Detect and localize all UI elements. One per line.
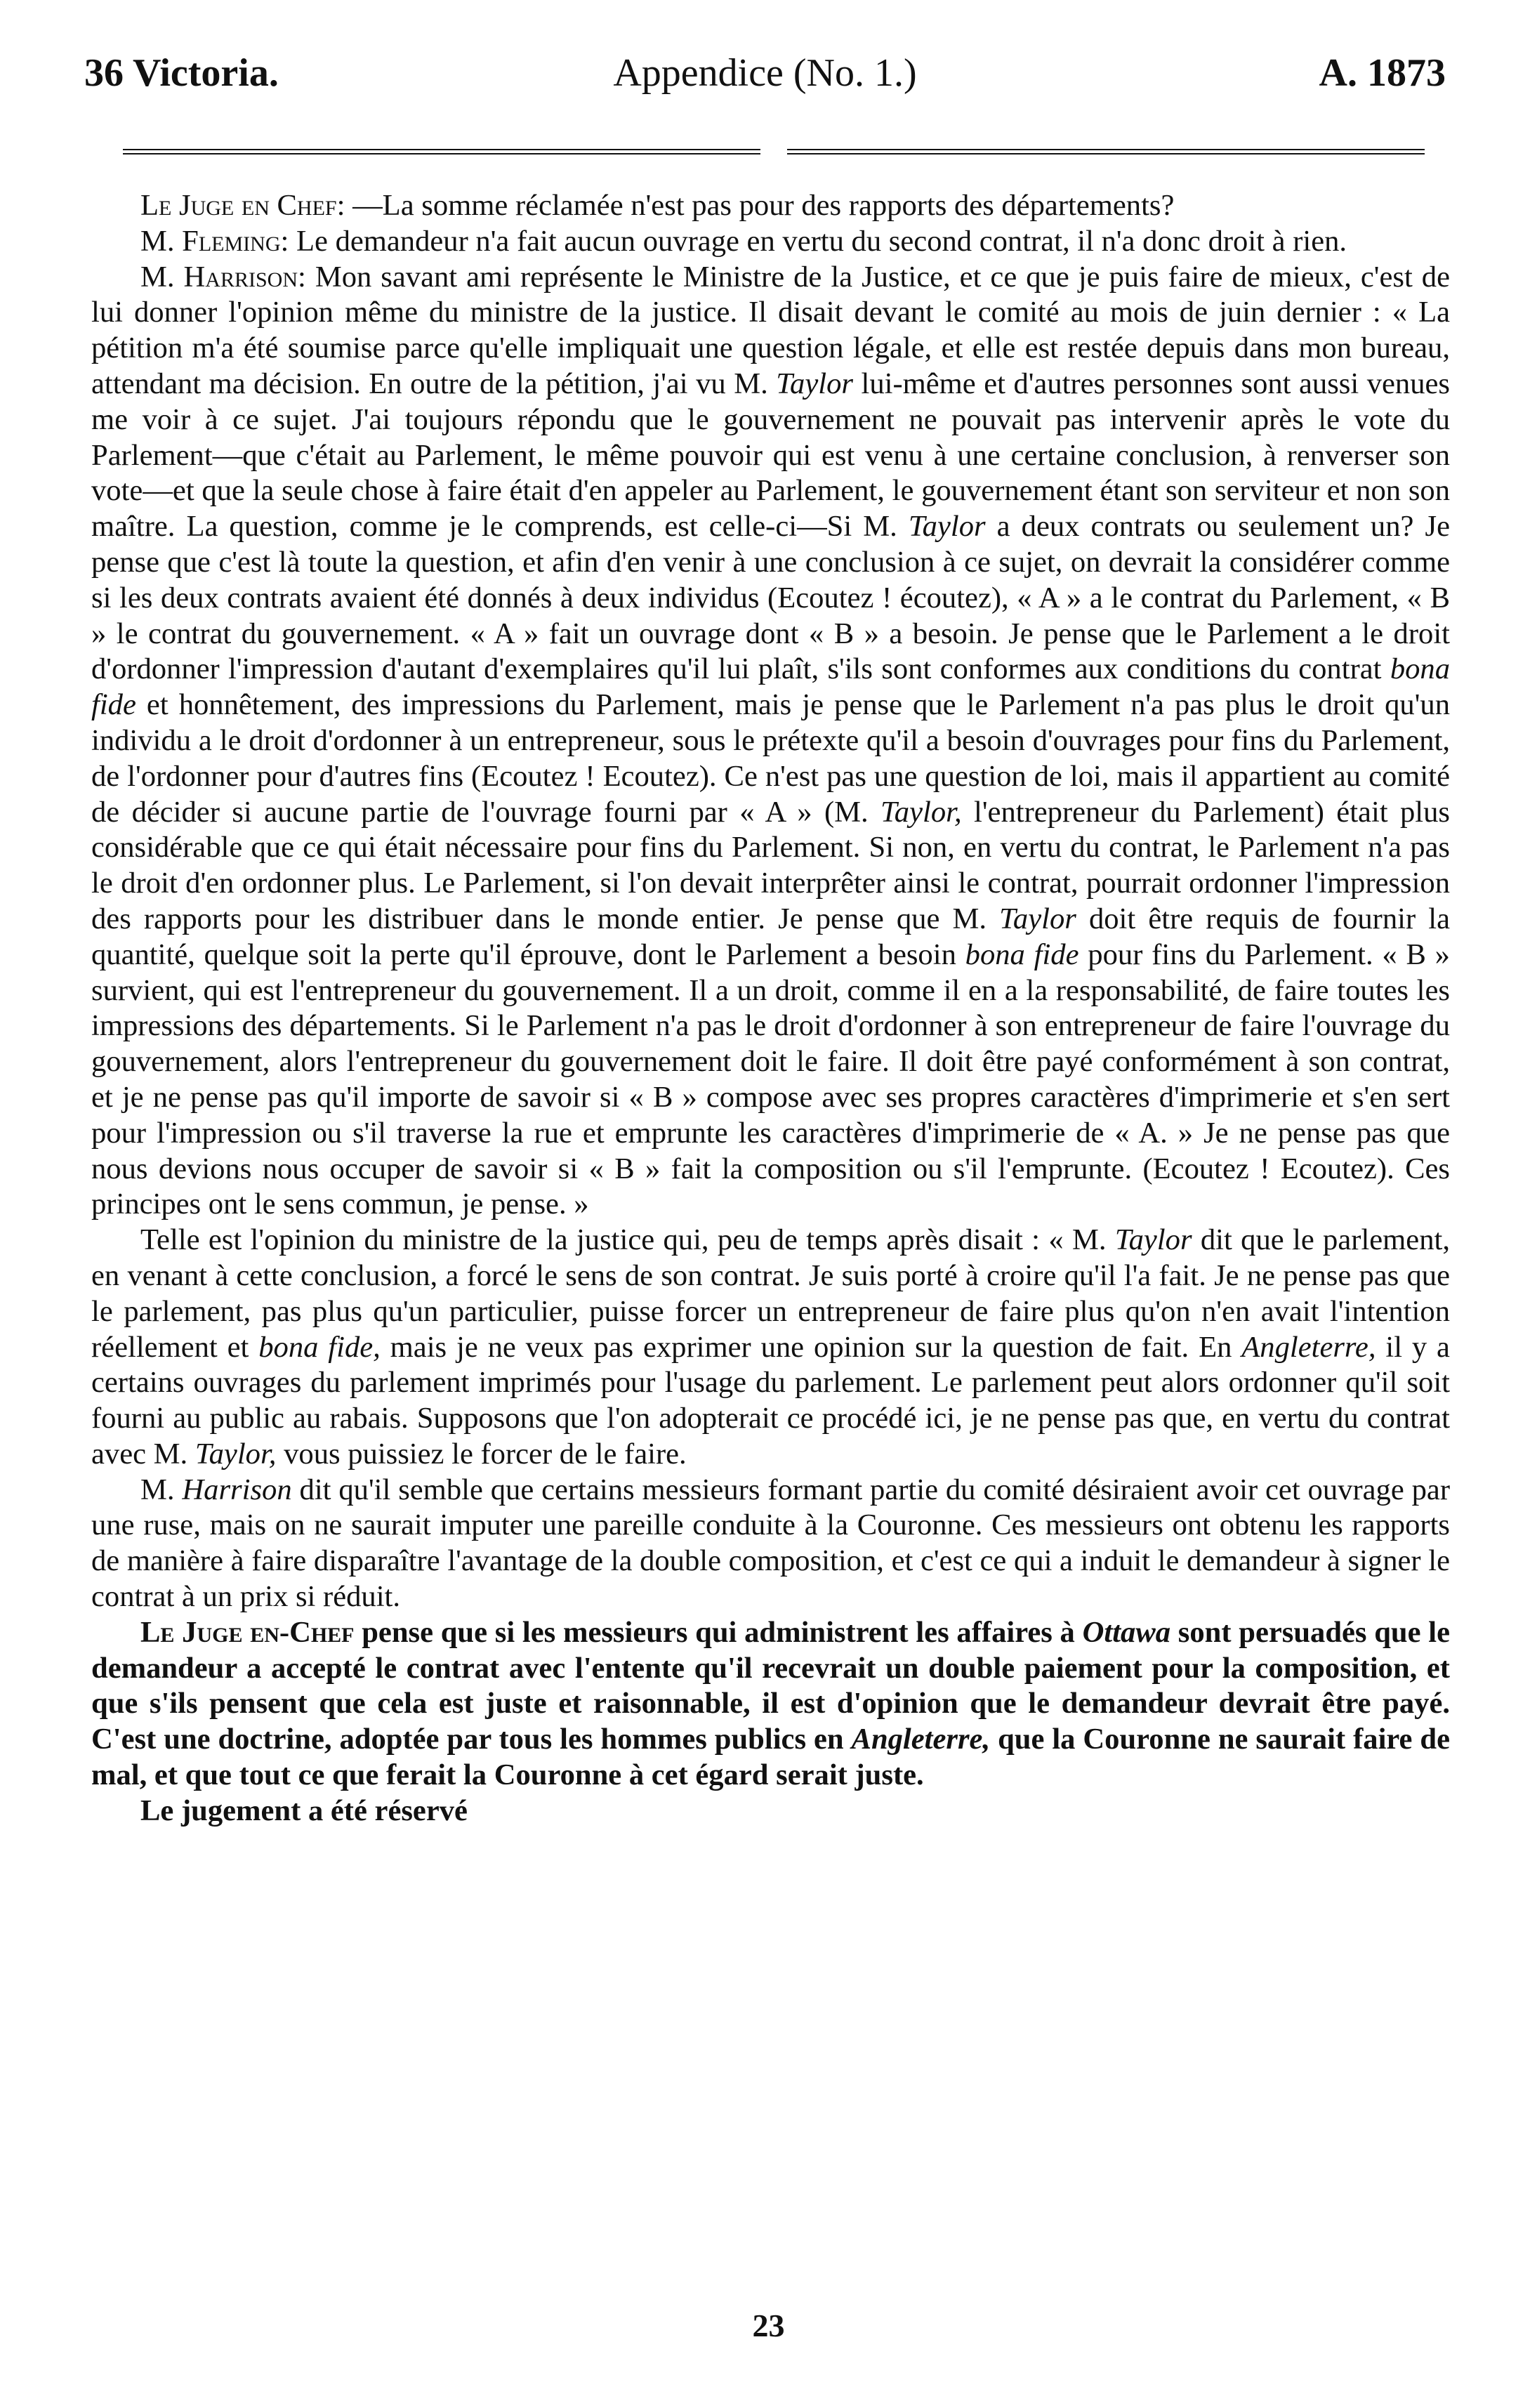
italic-text: Taylor, [194, 1437, 277, 1471]
speaker-name: Le Juge en-Chef [140, 1615, 355, 1649]
header-appendix: Appendice (No. 1.) [613, 51, 917, 95]
paragraph-text: : Le demandeur n'a fait aucun ouvrage en vertu du second contrat, il n'a donc droit à rien. [280, 224, 1347, 258]
paragraph-text: que la Couronne ne saurait faire de mal, et que tout ce que ferait la Couronne à cet égard serait juste. [91, 1723, 1450, 1792]
italic-text: bona fide, [258, 1330, 381, 1364]
paragraph-text: doit être requis de fournir la quantité, quelque soit la perte qu'il éprouve, dont le Parlement a besoin [91, 902, 1451, 971]
paragraph [91, 188, 1450, 224]
paragraph-text: et honnêtement, des impressions du Parlement, mais je pense que le Parlement n'a pas plus le droit qu'un individu a le droit d'ordonner à un entrepreneur, sous le prétexte qu'il a besoin d'ouvrages pour fins du Parlement, de l'ordonner pour d'autres fins (Ecoutez ! Ecoutez). Ce n'est pas une question de loi, mais il appartient au comité de décider si aucune partie de l'ouvrage fourni par « A » (M. [91, 688, 1450, 829]
paragraph-text: dit que le parlement, en venant à cette conclusion, a forcé le sens de son contrat. Je suis porté à croire qu'il l'a fait. Je ne pense pas que le parlement, pas plus qu'un particulier, puisse forcer un entrepreneur de faire plus qu'on n'en avait l'intention réellement et [91, 1223, 1450, 1364]
paragraph [91, 1223, 1450, 1473]
paragraph-text: lui-même et d'autres personnes sont aussi venues me voir à ce sujet. J'ai toujours répondu que le gouvernement ne pouvait pas intervenir après le vote du Parlement—que c'était au Parlement, le même pouvoir qui est venu à une certaine conclusion, à renverser son vote—et que la seule chose à faire était d'en appeler au Parlement, le gouvernement étant son serviteur et non son maître. La question, comme je le comprends, est celle-ci—Si M. [91, 367, 1450, 544]
italic-text: Angleterre, [851, 1723, 991, 1756]
paragraph-text: dit qu'il semble que certains messieurs formant partie du comité désiraient avoir cet ouvrage par une ruse, mais on ne saurait imputer une pareille conduite à la Couronne. Ces messieurs ont obtenu les rapports de manière à faire disparaître l'avantage de la double composition, et c'est ce qui a induit le demandeur à signer le contrat à un prix si réduit. [91, 1473, 1451, 1614]
paragraph-text: sont persuadés que le demandeur a accepté le contrat avec l'entente qu'il recevrait un double paiement pour la composition, et que s'ils pensent que cela est juste et raisonnable, il est d'opinion que le demandeur devrait être payé. C'est une doctrine, adoptée par tous les hommes publics en [91, 1615, 1450, 1756]
italic-text: Angleterre, [1241, 1330, 1376, 1364]
paragraph-text: M. [140, 1473, 183, 1506]
italic-text: Taylor [999, 902, 1076, 935]
speaker-name: Le Juge en Chef [140, 189, 337, 222]
paragraph-text: l'entrepreneur du Parlement) était plus considérable que ce qui était nécessaire pour fins du Parlement. Si non, en vertu du contrat, le Parlement n'a pas le droit d'en ordonner plus. Le Parlement, si l'on devait interprêter ainsi le contrat, pourrait ordonner l'impression des rapports pour les distribuer dans le monde entier. Je pense que M. [91, 795, 1450, 935]
italic-text: Taylor, [880, 795, 962, 829]
paragraph [91, 1473, 1450, 1615]
header-rule-left [123, 149, 760, 154]
italic-text: bona fide [91, 652, 1450, 722]
italic-text: Ottawa [1082, 1615, 1171, 1649]
paragraph [91, 1615, 1450, 1794]
paragraph-text: vous puissiez le forcer de le faire. [276, 1437, 687, 1471]
header-year: A. 1873 [1319, 51, 1446, 95]
header-volume: 36 Victoria. [84, 51, 279, 95]
italic-text: Taylor [908, 510, 986, 544]
header-rule [123, 149, 1425, 159]
paragraph [91, 224, 1450, 260]
paragraph-text: pense que si les messieurs qui administrent les affaires à [354, 1615, 1083, 1649]
body-text [91, 188, 1450, 1829]
paragraph-text: mais je ne veux pas exprimer une opinion sur la question de fait. En [380, 1330, 1242, 1364]
paragraph-text: Telle est l'opinion du ministre de la justice qui, peu de temps après disait : « M. [140, 1223, 1115, 1257]
italic-text: bona fide [965, 937, 1079, 971]
italic-text: Taylor [776, 367, 853, 400]
paragraph-text: il y a certains ouvrages du parlement imprimés pour l'usage du parlement. Le parlement peut alors ordonner qu'il soit fourni au public au rabais. Supposons que l'on adopterait ce procédé ici, je ne pense pas que, en vertu du contrat avec M. [91, 1330, 1450, 1471]
header-rule-right [787, 149, 1425, 154]
speaker-name: M. Harrison [140, 260, 298, 294]
speaker-name: M. Fleming [140, 224, 281, 258]
running-header [84, 51, 1446, 121]
paragraph-text: : Mon savant ami représente le Ministre de la Justice, et ce que je puis faire de mieux, c'est de lui donner l'opinion même du ministre de la justice. Il disait devant le comité au mois de juin dernier : « La pétition m'a été soumise parce qu'elle impliquait une question légale, et elle est restée depuis dans mon bureau, attendant ma décision. En outre de la pétition, j'ai vu M. [91, 260, 1450, 400]
paragraph-text: pour fins du Parlement. « B » survient, qui est l'entrepreneur du gouvernement. Il a un droit, comme il en a la responsabilité, de faire toutes les impressions des départements. Si le Parlement n'a pas le droit d'ordonner à son entrepreneur de faire l'ouvrage du gouvernement, alors l'entrepreneur du gouvernement doit le faire. Il doit être payé conformément à son contrat, et je ne pense pas qu'il importe de savoir si « B » compose avec ses propres caractères d'imprimerie et s'en sert pour l'impression ou s'il traverse la rue et emprunte les caractères d'imprimerie de « A. » Je ne pense pas que nous devions nous occuper de savoir si « B » fait la composition ou s'il l'emprunte. (Ecoutez ! Ecoutez). Ces principes ont le sens commun, je pense. » [91, 937, 1450, 1221]
paragraph [91, 260, 1450, 1223]
italic-text: Harrison [182, 1473, 292, 1506]
page-number: 23 [752, 2308, 785, 2343]
paragraph-text: : —La somme réclamée n'est pas pour des rapports des départements? [336, 189, 1175, 222]
closing-line: Le jugement a été réservé [140, 1794, 468, 1827]
paragraph-text: a deux contrats ou seulement un? Je pense que c'est là toute la question, et afin d'en venir à une conclusion à ce sujet, on devrait la considérer comme si les deux contrats avaient été donnés à deux individus (Ecoutez ! écoutez), « A » a le contrat du Parlement, « B » le contrat du gouvernement. « A » fait un ouvrage dont « B » a besoin. Je pense que le Parlement a le droit d'ordonner l'impression d'autant d'exemplaires qu'il lui plaît, s'ils sont conformes aux conditions du contrat [91, 510, 1450, 686]
italic-text: Taylor [1114, 1223, 1192, 1257]
